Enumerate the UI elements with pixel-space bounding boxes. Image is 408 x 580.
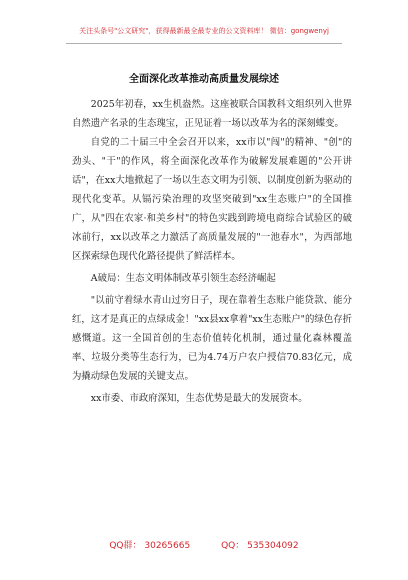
header-banner: 关注头条号"公文研究"，获得最新最全最专业的公文资料库！ 微信：gongwenyj [79,27,329,35]
footer-contact [0,538,408,551]
section-heading: A破局：生态文明体制改革引领生态经济崛起 [90,273,276,284]
footer-qq-number: QQ： 535304092 [221,541,299,551]
paragraph: "以前守着绿水青山过穷日子，现在靠着生态账户能贷款、能分红，这才是真正的点绿成金！"xx县xx拿着"xx生态账户"的绿色存折感慨道。这一全国首创的生态价值转化机制，通过量化森林覆盖率、垃圾分类等生态行为，已为4.74万户农户授信70.83亿元，成为撬动绿色发展的关键支点。 [72,295,352,382]
header-divider [66,43,342,44]
document-title: 全面深化改革推动高质量发展综述 [129,74,279,85]
paragraph: xx市委、市政府深知，生态优势是最大的发展资本。 [90,393,308,404]
paragraph: 自党的二十届三中全会召开以来，xx市以"闯"的精神、"创"的劲头、"干"的作风，将全面深化改革作为破解发展难题的"公开讲话"，在xx大地掀起了一场以生态文明为引领、以制度创新为驱动的现代化变革。从镉污染治理的攻坚突破到"xx生态账户"的全国推广，从"四在农家·和美乡村"的特色实践到跨境电商综合试验区的破冰前行，xx以改革之力激活了高质量发展的"一池春水"，为西部地区探索绿色现代化路径提供了鲜活样本。 [72,137,352,262]
paragraph: 2025年初春，xx生机盎然。这座被联合国教科文组织列入世界自然遗产名录的生态瑰宝，正见证着一场以改革为名的深刻蝶变。 [72,99,352,129]
footer-qq-group: QQ群： 30265665 [109,541,191,551]
document-body [72,95,352,408]
